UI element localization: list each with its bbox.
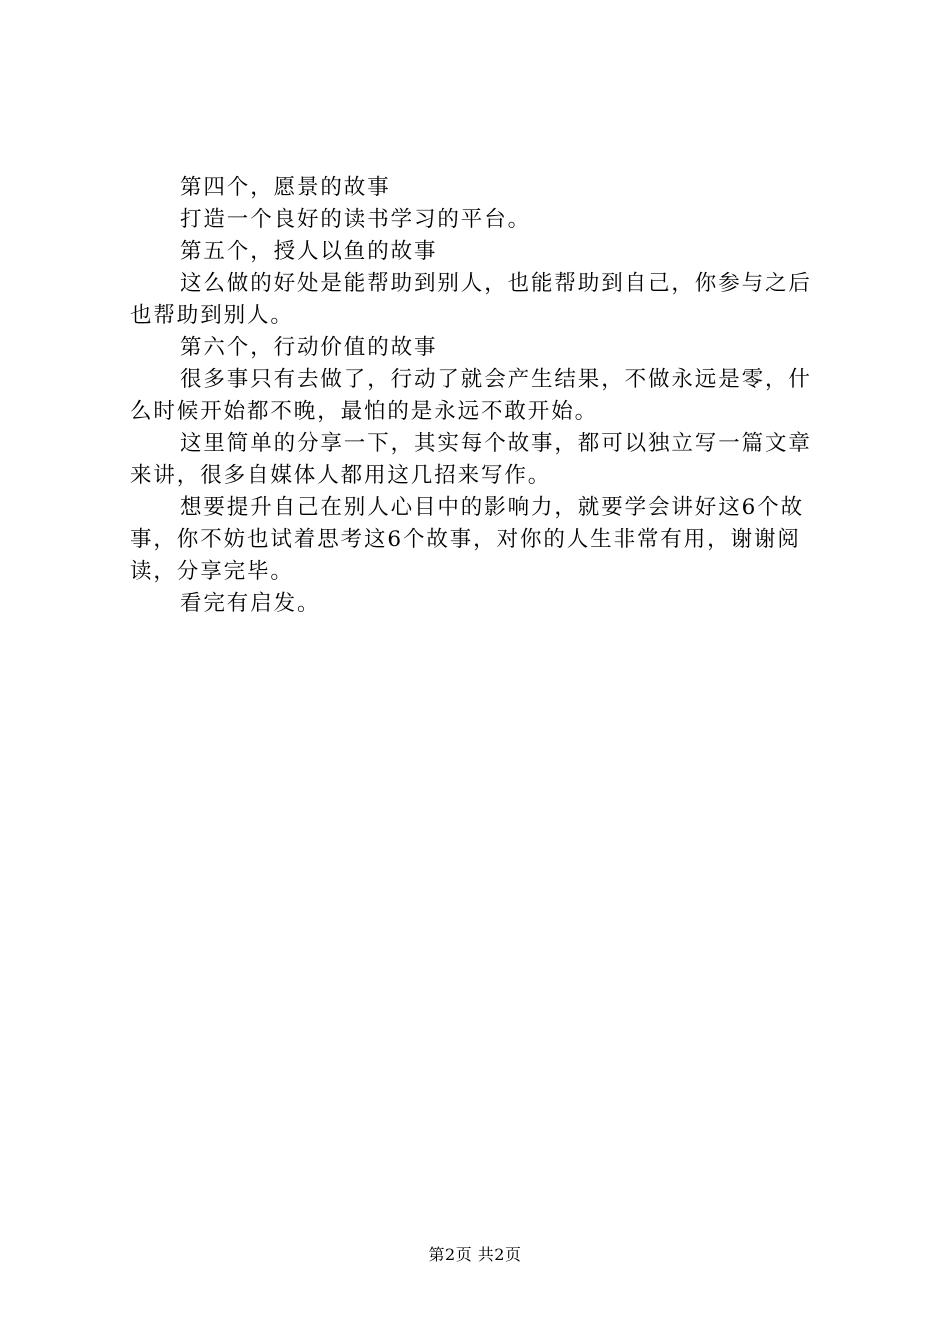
paragraph-heading-4: 第四个，愿景的故事	[180, 175, 391, 200]
paragraph: 这么做的好处是能帮助到别人，也能帮助到自己，你参与之后也帮助到别人。	[130, 271, 812, 328]
document-body	[130, 172, 835, 620]
paragraph: 很多事只有去做了，行动了就会产生结果，不做永远是零，什么时候开始都不晚，最怕的是永远不敢开始。	[130, 367, 812, 424]
page-number-footer: 第2页 共2页	[428, 1245, 522, 1264]
paragraph-heading-5: 第五个，授人以鱼的故事	[180, 239, 438, 264]
paragraph: 想要提升自己在别人心目中的影响力，就要学会讲好这6个故事，你不妨也试着思考这6个故事，对你的人生非常有用，谢谢阅读，分享完毕。	[130, 495, 804, 584]
paragraph: 这里简单的分享一下，其实每个故事，都可以独立写一篇文章来讲，很多自媒体人都用这几招来写作。	[130, 431, 812, 488]
paragraph: 看完有启发。	[180, 591, 321, 616]
paragraph: 打造一个良好的读书学习的平台。	[180, 207, 532, 232]
paragraph-heading-6: 第六个，行动价值的故事	[180, 335, 438, 360]
